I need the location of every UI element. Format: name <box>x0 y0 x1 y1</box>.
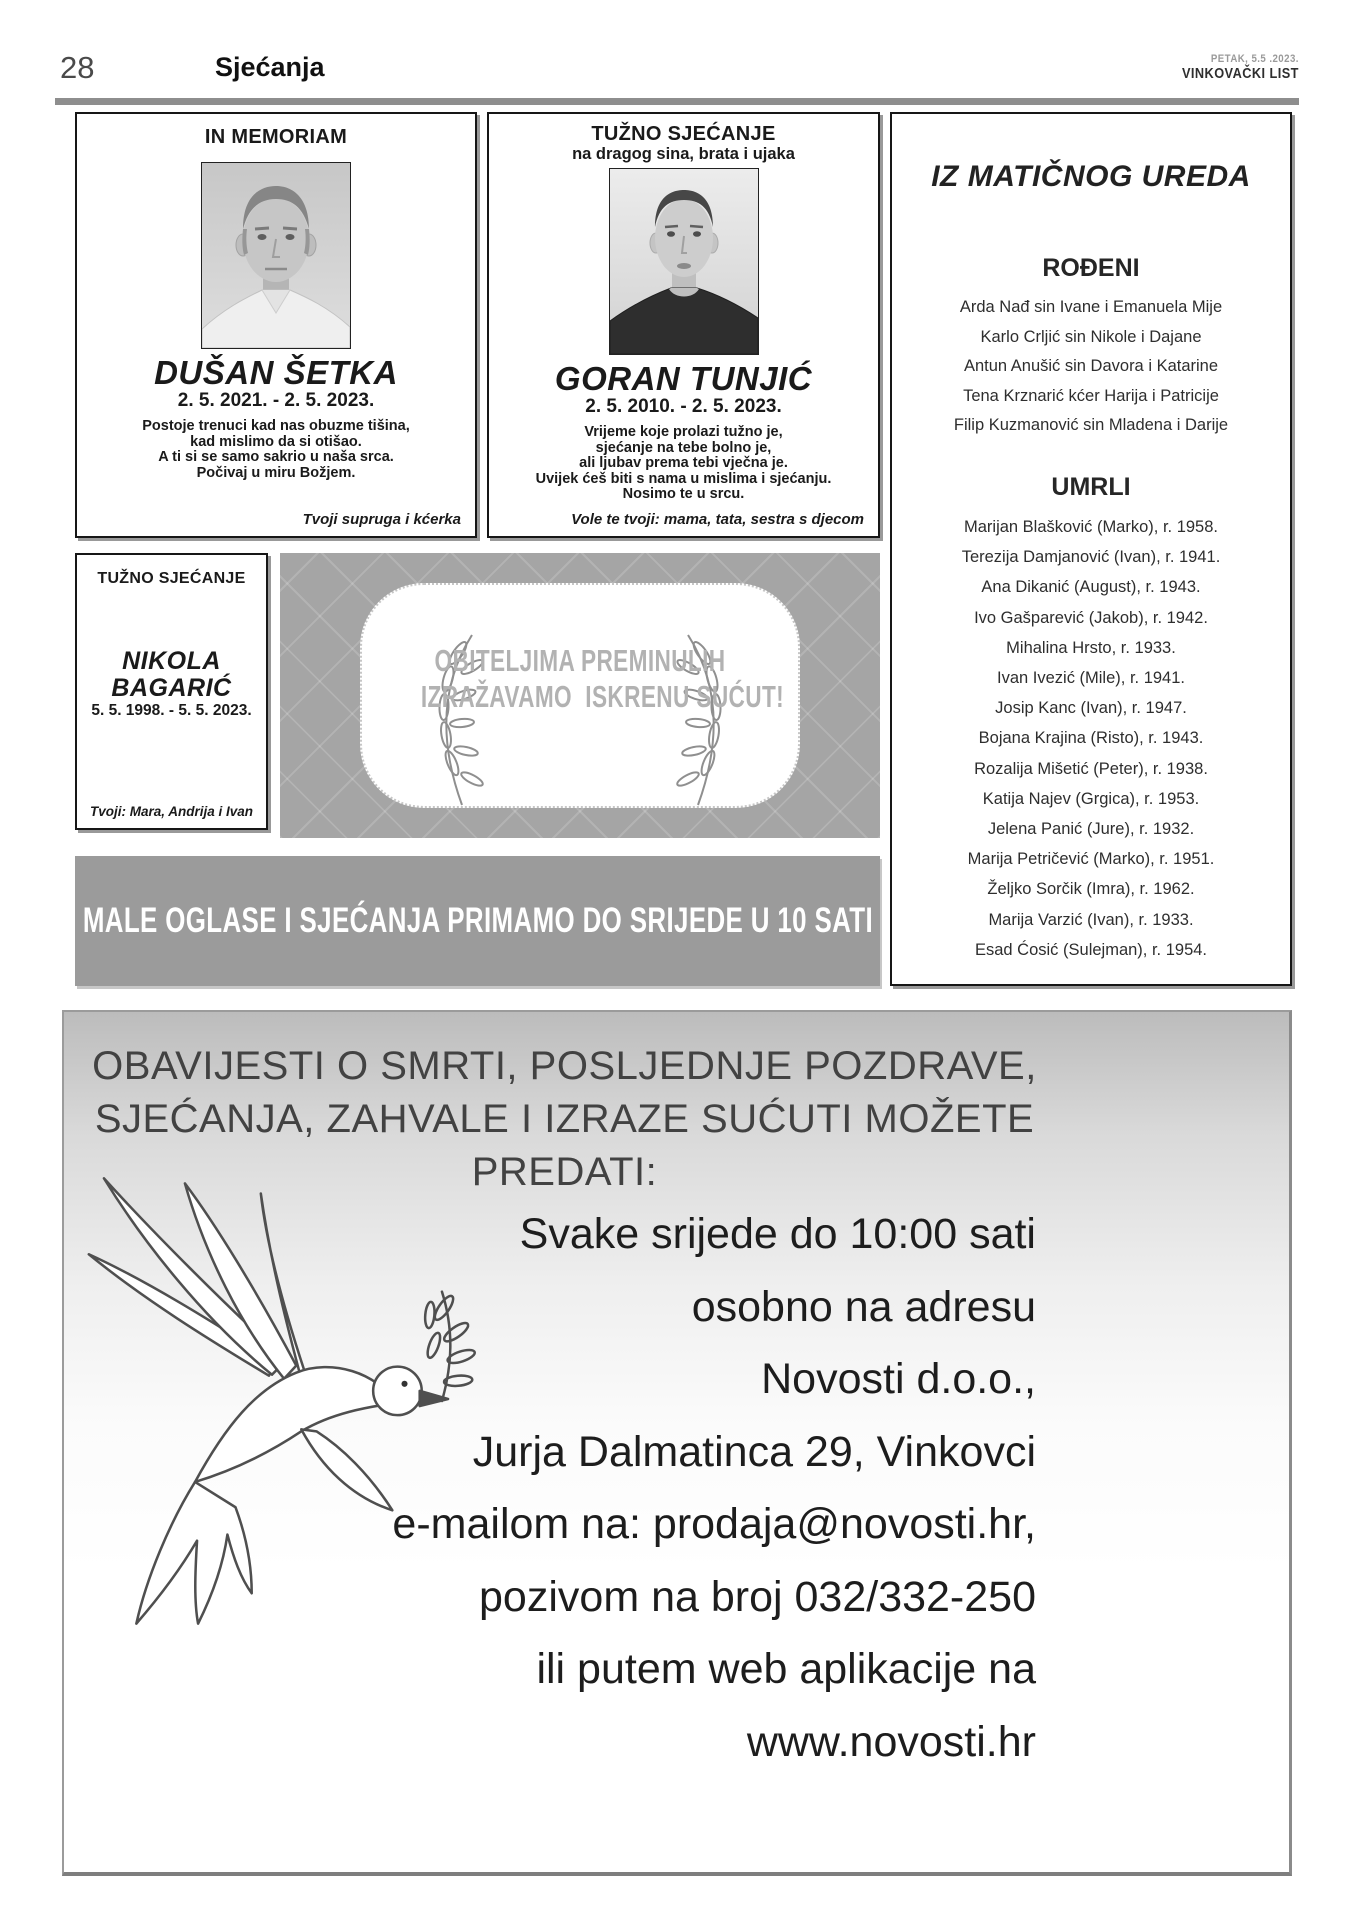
deceased-name: DUŠAN ŠETKA <box>154 354 398 391</box>
born-entry: Arda Nađ sin Ivane i Emanuela Mije <box>959 298 1223 316</box>
memorial-header: IN MEMORIAM <box>204 126 348 148</box>
memorial-dusan-setka <box>75 112 477 538</box>
notice-body-line: e-mailom na: prodaja@novosti.hr, <box>392 1500 1036 1548</box>
notice-body-line: osobno na adresu <box>691 1282 1036 1331</box>
ads-deadline-banner <box>75 856 880 986</box>
memorial-verse-line: A ti si se samo sakrio u naša srca. <box>158 449 394 465</box>
died-entry: Mihalina Hrsto, r. 1933. <box>1006 638 1176 657</box>
died-entry: Katija Najev (Grgica), r. 1953. <box>982 789 1200 808</box>
submission-notice-box <box>62 1010 1292 1876</box>
newspaper-name: VINKOVAČKI LIST <box>1182 66 1299 82</box>
born-list <box>892 293 1290 441</box>
born-entry: Antun Anušić sin Davora i Katarine <box>963 357 1219 376</box>
died-entry: Josip Kanc (Ivan), r. 1947. <box>995 699 1187 718</box>
memorial-goran-tunjic <box>487 112 880 538</box>
died-entry: Marija Varzić (Ivan), r. 1933. <box>988 910 1194 929</box>
memorial-verse <box>77 419 475 481</box>
died-entry: Rozalija Mišetić (Peter), r. 1938. <box>974 759 1208 778</box>
notice-heading-line: PREDATI: <box>471 1150 658 1194</box>
date-line: PETAK, 5.5 .2023. <box>1210 53 1299 65</box>
died-list <box>892 512 1290 965</box>
registry-office-box <box>890 112 1292 986</box>
deceased-dates: 5. 5. 1998. - 5. 5. 2023. <box>91 702 252 719</box>
condolence-line2: IZRAŽAVAMO ISKRENU SUĆUT! <box>420 679 785 714</box>
died-entry: Ivan Ivezić (Mile), r. 1941. <box>997 668 1185 687</box>
died-entry: Terezija Damjanović (Ivan), r. 1941. <box>961 548 1221 567</box>
header-rule <box>55 98 1299 105</box>
died-entry: Esad Ćosić (Sulejman), r. 1954. <box>974 940 1208 959</box>
notice-body-line: ili putem web aplikacije na <box>536 1645 1036 1693</box>
died-entry: Ivo Gašparević (Jakob), r. 1942. <box>974 608 1208 627</box>
died-entry: Bojana Krajina (Risto), r. 1943. <box>978 729 1204 748</box>
deceased-name-line1: NIKOLA <box>122 647 221 675</box>
memorial-verse-line: Vrijeme koje prolazi tužno je, <box>584 424 783 440</box>
memorial-nikola-bagaric <box>75 553 268 830</box>
died-entry: Ana Dikanić (August), r. 1943. <box>981 578 1201 597</box>
condolence-text <box>362 643 798 715</box>
memorial-subheader: na dragog sina, brata i ujaka <box>572 145 795 163</box>
deceased-name: GORAN TUNJIĆ <box>554 360 813 397</box>
masthead-block <box>1182 52 1299 82</box>
born-heading: ROĐENI <box>1042 254 1140 282</box>
died-heading: UMRLI <box>1051 472 1131 501</box>
condolence-panel <box>360 583 800 808</box>
notice-body <box>392 1198 1036 1778</box>
notice-body-line: Svake srijede do 10:00 sati <box>519 1210 1036 1258</box>
portrait-photo-young-man <box>609 168 759 355</box>
died-entry: Željko Sorčik (Imra), r. 1962. <box>987 880 1195 899</box>
notice-body-line: Jurja Dalmatinca 29, Vinkovci <box>472 1427 1036 1476</box>
died-entry: Jelena Panić (Jure), r. 1932. <box>987 820 1195 838</box>
notice-body-line: www.novosti.hr <box>746 1717 1036 1766</box>
memorial-header: TUŽNO SJEĆANJE <box>591 123 776 145</box>
notice-heading-line: OBAVIJESTI O SMRTI, POSLJEDNJE POZDRAVE, <box>92 1044 1037 1088</box>
ads-deadline-text: MALE OGLASE I SJEĆANJA PRIMAMO DO SRIJEDE U 10 SATI <box>82 901 873 940</box>
deceased-name-line2: BAGARIĆ <box>111 674 232 702</box>
memorial-verse-line: Počivaj u miru Božjem. <box>196 464 356 481</box>
memorial-signoff: Vole te tvoji: mama, tata, sestra s djecom <box>571 511 864 528</box>
registry-title: IZ MATIČNOG UREDA <box>931 160 1251 193</box>
memorial-verse-line: Postoje trenuci kad nas obuzme tišina, <box>142 418 410 434</box>
memorial-verse-line: Uvijek ćeš biti s nama u mislima i sjećanju. <box>535 470 832 487</box>
died-entry: Marijan Blašković (Marko), r. 1958. <box>963 517 1218 536</box>
notice-body-line: Novosti d.o.o., <box>761 1355 1036 1403</box>
memorial-verse <box>489 425 878 503</box>
born-entry: Karlo Crljić sin Nikole i Dajane <box>980 327 1202 346</box>
condolence-box <box>280 553 880 838</box>
notice-heading-line: SJEĆANJA, ZAHVALE I IZRAZE SUĆUTI MOŽETE <box>94 1097 1035 1141</box>
deceased-name <box>77 648 266 702</box>
memorial-verse-line: ali ljubav prema tebi vječna je. <box>579 455 788 471</box>
memorial-header: TUŽNO SJEĆANJE <box>97 570 246 587</box>
portrait-photo-elderly-man <box>201 162 351 349</box>
condolence-line1: OBITELJIMA PREMINULIH <box>434 643 726 678</box>
memorial-verse-line: kad mislimo da si otišao. <box>190 433 362 450</box>
memorial-signoff: Tvoji: Mara, Andrija i Ivan <box>89 804 254 819</box>
deceased-dates: 2. 5. 2010. - 2. 5. 2023. <box>585 396 782 417</box>
died-entry: Marija Petričević (Marko), r. 1951. <box>967 850 1215 869</box>
memorial-verse-line: sjećanje na tebe bolno je, <box>595 439 772 456</box>
memorial-signoff: Tvoji supruga i kćerka <box>302 511 461 528</box>
memorial-verse-line: Nosimo te u srcu. <box>622 486 745 502</box>
section-title: Sjećanja <box>215 52 325 82</box>
born-entry: Filip Kuzmanović sin Mladena i Darije <box>953 416 1229 435</box>
deceased-dates: 2. 5. 2021. - 2. 5. 2023. <box>177 390 375 411</box>
notice-body-line: pozivom na broj 032/332-250 <box>479 1572 1036 1621</box>
born-entry: Tena Krznarić kćer Harija i Patricije <box>963 386 1219 405</box>
page-number: 28 <box>60 50 95 85</box>
